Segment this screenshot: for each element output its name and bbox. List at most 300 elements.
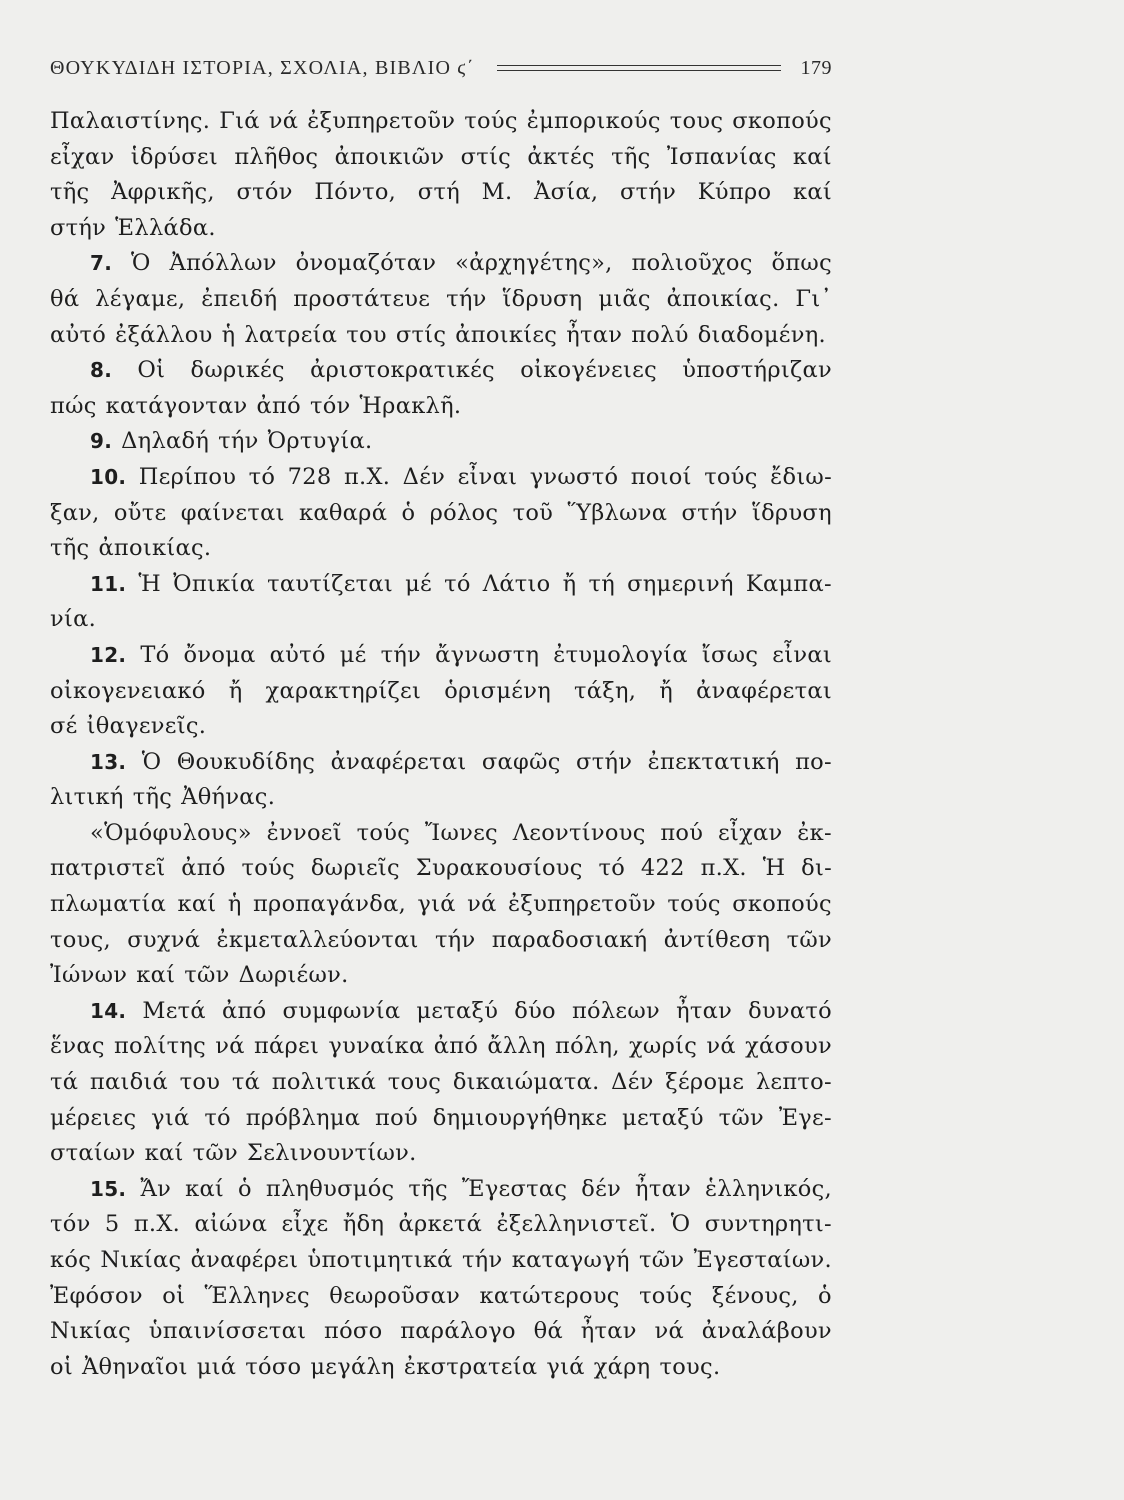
word: Ὕβλωνα [567, 499, 668, 526]
word: ἀκτές [527, 143, 595, 170]
text-line [50, 1065, 832, 1101]
word: θά [533, 1318, 563, 1345]
word: τά [50, 1069, 79, 1096]
word: σταίων [50, 1140, 136, 1167]
word: Καμπα- [745, 570, 832, 597]
word: Νικίας [100, 1247, 182, 1273]
word: ὁ [401, 499, 416, 526]
word: ἀναφέρεται [696, 677, 832, 704]
word: προπαγάνδα, [252, 891, 407, 918]
word: παιδιά [89, 1069, 169, 1096]
word: νά [467, 891, 497, 918]
text-line [50, 1279, 832, 1315]
word: οἱ [162, 1282, 186, 1309]
word: αἰώνα [194, 1211, 268, 1238]
word: τους [669, 108, 724, 134]
word: μέ [405, 570, 433, 597]
word: εἶχαν [718, 819, 783, 846]
note-line [50, 1172, 832, 1208]
word: στήν [681, 499, 738, 526]
word: τήν [446, 285, 487, 312]
word: σκοπούς [732, 891, 832, 918]
word: ἀναφέρει [190, 1247, 299, 1273]
word: κατάγονταν [105, 392, 248, 419]
word: γυναίκα [328, 1033, 425, 1060]
word: μιᾶς [598, 285, 651, 312]
word: ξένους, [711, 1282, 799, 1309]
word: δημιουργήθηκε [432, 1104, 608, 1131]
word: ἤδη [342, 1211, 385, 1238]
word: ἐπεκτατική [647, 748, 780, 775]
word: στήν [50, 214, 107, 241]
word: ὑποτιμητικά [307, 1247, 453, 1273]
word: οὔτε [113, 499, 167, 526]
word: τό [444, 570, 471, 597]
word: καταγωγή [511, 1247, 630, 1273]
word: ἰθαγενεῖς. [86, 713, 207, 740]
word: Ἀπόλλων [169, 250, 277, 277]
word: καί [136, 962, 176, 989]
word: εἶχαν [50, 143, 115, 170]
word: ρόλος [429, 499, 499, 526]
note-number: 15. [90, 1176, 127, 1201]
note-line [50, 567, 832, 603]
word: τήν [461, 1247, 503, 1273]
word: λεπτο- [755, 1069, 832, 1096]
word: καί [792, 143, 832, 170]
word: Δωριέων. [238, 962, 349, 989]
word: γνωστό [529, 463, 619, 490]
note-line [50, 638, 832, 674]
word: νά [215, 1033, 245, 1060]
word: «ἀρχηγέτης», [455, 250, 613, 277]
word: συντηρητι- [704, 1211, 832, 1238]
note-line [50, 994, 832, 1030]
word: ἤ [562, 570, 577, 597]
note-line [50, 246, 832, 282]
word: Ἔγεστας [461, 1175, 568, 1202]
word: Ἄν [140, 1175, 172, 1202]
word: Μ. [481, 179, 513, 206]
word: Ὀρτυγία. [267, 428, 373, 455]
word: Ἐφόσον [50, 1282, 143, 1309]
word: Ὀπικία [173, 570, 256, 597]
word: παραδοσιακή [491, 926, 648, 953]
word: Ὁ [670, 1211, 691, 1238]
word: ἐκστρατεία [403, 1353, 538, 1380]
word: Ὁ [141, 748, 162, 775]
text-line [50, 1314, 832, 1350]
text-line [50, 887, 832, 923]
text-line [50, 1350, 832, 1386]
word: Κύπρο [697, 179, 772, 206]
word: 728 [287, 463, 332, 490]
word: ἀποικίας. [98, 535, 212, 562]
word: ἑλληνικός, [705, 1175, 832, 1202]
word: δυνατό [748, 997, 832, 1024]
word: ἀπό [256, 392, 301, 419]
word: χάσουν [745, 1033, 832, 1060]
word: λιτική [50, 784, 124, 811]
word: ἦταν [676, 997, 733, 1024]
word: τῆς [50, 179, 90, 206]
word: ἀρκετά [398, 1211, 483, 1238]
word: καθαρά [298, 499, 388, 526]
word: νία. [50, 606, 97, 633]
word: χαρακτηρίζει [265, 677, 422, 704]
text-line [50, 496, 832, 532]
word: Ἡ [762, 855, 786, 882]
word: ὑπαινίσσεται [148, 1318, 307, 1345]
word: ἤ [659, 677, 674, 704]
word: 422 [640, 855, 685, 882]
word: ἐννοεῖ [266, 819, 342, 846]
word: γιά [151, 1104, 190, 1131]
word: νά [654, 1318, 684, 1345]
word: τόσο [245, 1353, 302, 1380]
word: πού [660, 819, 704, 846]
word: δι- [801, 855, 832, 882]
word: ἀπό [221, 997, 267, 1024]
word: Γιά [219, 108, 260, 134]
word: Ἀθήνας. [181, 784, 276, 811]
word: πρόβλημα [245, 1104, 361, 1131]
word: τήν [380, 641, 422, 668]
word: πολιοῦχος [631, 250, 753, 277]
word: π.Χ. [343, 463, 391, 490]
word: τά [231, 1069, 261, 1096]
word: Ἀσία, [534, 179, 599, 206]
word: τούς [241, 855, 296, 882]
word: τους [387, 1069, 442, 1096]
word: Θουκυδίδης [176, 748, 316, 775]
word: δικαιώματα. [452, 1069, 600, 1096]
word: πλῆθος [234, 143, 319, 170]
word: πόσο [323, 1318, 383, 1345]
word: ἀποικίες [455, 321, 558, 348]
running-title: ΘΟΥΚΥΔΙΔΗ ΙΣΤΟΡΙΑ, ΣΧΟΛΙΑ, ΒΙΒΛΙΟ ϛ΄ [50, 56, 475, 79]
word: του [179, 1069, 221, 1096]
word: καί [177, 891, 217, 918]
word: οἱ [50, 1353, 73, 1380]
word: Ἐγεσταίων. [693, 1247, 832, 1273]
word: μεγάλη [310, 1353, 395, 1380]
text-line [50, 282, 832, 318]
word: μέ [339, 641, 367, 668]
word: στή [417, 179, 460, 206]
word: κατώτερους [479, 1282, 620, 1309]
word: τους. [659, 1353, 721, 1380]
word: τό [598, 855, 626, 882]
word: σέ [50, 713, 78, 740]
word: ἐμπορικούς [526, 108, 661, 134]
word: τους, [50, 926, 111, 953]
word: προστάτευε [293, 285, 431, 312]
word: Ἑλλάδα. [115, 214, 216, 241]
word: πόλεων [571, 997, 661, 1024]
word: γιά [417, 891, 456, 918]
word: ἵδρυση [502, 285, 583, 312]
word: Συρακουσίους [415, 855, 583, 882]
word: Λάτιο [482, 570, 551, 597]
word: τήν [218, 428, 259, 455]
word: τούς [356, 819, 411, 846]
word: Ἰσπανίας [666, 143, 777, 170]
word: πλωματία [50, 891, 167, 918]
word: τοῦ [512, 499, 554, 526]
word: Ἡρακλῆ. [359, 392, 462, 419]
word: θά [50, 285, 80, 312]
word: τῶν [718, 1104, 765, 1131]
word: τάξη, [574, 677, 637, 704]
word: τήν [434, 926, 476, 953]
word: ὁρισμένη [444, 677, 551, 704]
text-line [50, 211, 832, 247]
word: ἡ [227, 891, 242, 918]
word: Λεοντίνους [512, 819, 646, 846]
word: μέρειες [50, 1104, 137, 1131]
word: στήν [619, 179, 677, 206]
word: Δέν [402, 463, 446, 490]
word: Σελινουντίων. [247, 1140, 417, 1167]
note-number: 9. [90, 429, 113, 454]
word: πολύ [631, 321, 689, 348]
word: Νικίας [50, 1318, 131, 1345]
word: τόν [50, 1211, 91, 1238]
word: ἱδρύσει [130, 143, 219, 170]
word: πάρει [253, 1033, 320, 1060]
text-line [50, 140, 832, 176]
word: ὑποστήριζαν [682, 357, 832, 384]
word: πού [375, 1104, 418, 1131]
word: «Ὁμόφυλους» [90, 819, 252, 846]
word: νά [268, 108, 299, 134]
word: συχνά [127, 926, 201, 953]
word: νά [706, 1033, 736, 1060]
text-line [50, 389, 832, 425]
word: Γι᾿ [795, 285, 832, 312]
word: θεωροῦσαν [329, 1282, 461, 1309]
word: Περίπου [138, 463, 237, 490]
text-line [50, 816, 832, 852]
text-line [50, 780, 832, 816]
word: ἵδρυση [751, 499, 832, 526]
word: παράλογο [400, 1318, 516, 1345]
word: ἐκ- [797, 819, 832, 846]
word: Τό [140, 641, 170, 668]
word: οἰκογενειακό [50, 677, 206, 704]
word: ὄνομα [183, 641, 256, 668]
note-number: 7. [90, 251, 113, 276]
word: γιά [546, 1353, 585, 1380]
word: του [346, 321, 387, 348]
word: Οἱ [137, 357, 166, 384]
word: δωρικές [190, 357, 285, 384]
word: ὁ [818, 1282, 832, 1309]
note-number: 11. [90, 571, 127, 596]
word: Δέν [611, 1069, 654, 1096]
word: συμφωνία [282, 997, 401, 1024]
word: ἀποικιῶν [334, 143, 445, 170]
word: καί [144, 1140, 184, 1167]
word: ὁ [238, 1175, 252, 1202]
word: ἐτυμολογία [553, 641, 688, 668]
word: Ἡ [138, 570, 162, 597]
text-line [50, 1136, 832, 1172]
word: ἐξάλλου [115, 321, 213, 348]
word: διαδομένη. [697, 321, 826, 348]
word: ἤ [228, 677, 243, 704]
note-line [50, 745, 832, 781]
word: Ἀθηναῖοι [81, 1353, 188, 1380]
text-line [50, 318, 832, 354]
word: πληθυσμός [265, 1175, 395, 1202]
word: πολιτικά [271, 1069, 377, 1096]
word: ταυτίζεται [267, 570, 394, 597]
word: σημερινή [627, 570, 734, 597]
word: ἐξελληνιστεῖ. [496, 1211, 657, 1238]
word: δύο [514, 997, 556, 1024]
word: Ἰώνων [50, 962, 128, 989]
word: μιά [196, 1353, 237, 1380]
word: πώς [50, 392, 97, 419]
text-line [50, 104, 832, 140]
header-rule [497, 65, 781, 71]
word: ἐπειδή [201, 285, 278, 312]
word: κός [50, 1247, 92, 1273]
word: πολίτης [113, 1033, 207, 1060]
word: χάρη [593, 1353, 651, 1380]
note-line [50, 424, 832, 460]
word: τό [204, 1104, 231, 1131]
word: σκοπούς [732, 108, 832, 134]
word: ἀναλάβουν [701, 1318, 832, 1345]
word: ξέρομε [665, 1069, 745, 1096]
word: αὐτό [50, 321, 107, 348]
word: τῆς [50, 535, 90, 562]
text-line [50, 709, 832, 745]
word: ὀνομαζόταν [295, 250, 437, 277]
word: π.Χ. [700, 855, 747, 882]
page-number: 179 [800, 56, 832, 79]
word: ἐκμεταλλεύονται [216, 926, 419, 953]
word: ἴσως [701, 641, 759, 668]
note-number: 14. [90, 998, 127, 1023]
word: Πόντο, [314, 179, 397, 206]
word: τῶν [184, 962, 230, 989]
word: λατρεία [244, 321, 338, 348]
word: ἄγνωστη [435, 641, 540, 668]
commentary-text [50, 104, 832, 1385]
text-line [50, 674, 832, 710]
text-line [50, 1207, 832, 1243]
word: ἐξυπηρετοῦν [508, 891, 656, 918]
word: ἡ [221, 321, 236, 348]
word: οἰκογένειες [520, 357, 657, 384]
word: Μετά [142, 997, 206, 1024]
word: τῆς [611, 143, 651, 170]
word: 5 [104, 1211, 120, 1238]
word: ἐξυπηρετοῦν [307, 108, 456, 134]
word: ἀριστοκρατικές [310, 357, 495, 384]
word: τούς [704, 463, 758, 490]
note-line [50, 460, 832, 496]
word: μεταξύ [416, 997, 499, 1024]
word: εἶναι [457, 463, 518, 490]
word: ἔδιω- [770, 463, 832, 490]
word: ἦταν [580, 1318, 637, 1345]
word: τῶν [638, 1247, 685, 1273]
word: ποιοί [630, 463, 692, 490]
word: τούς [639, 1282, 693, 1309]
word: ἀντίθεση [663, 926, 771, 953]
text-line [50, 1029, 832, 1065]
note-number: 12. [90, 642, 127, 667]
word: πόλη, [555, 1033, 620, 1060]
word: τόν [309, 392, 351, 419]
word: Ἴωνες [424, 819, 498, 846]
word: τή [588, 570, 615, 597]
word: δέν [581, 1175, 622, 1202]
word: στήν [576, 748, 633, 775]
text-line [50, 958, 832, 994]
text-line [50, 175, 832, 211]
word: μεταξύ [622, 1104, 704, 1131]
note-line [50, 353, 832, 389]
note-number: 10. [90, 464, 127, 489]
word: Παλαιστίνης. [50, 108, 211, 134]
running-header [50, 52, 832, 84]
word: ἀπό [181, 855, 226, 882]
word: Ἐγε- [778, 1104, 832, 1131]
word: στόν [236, 179, 293, 206]
word: εἶναι [772, 641, 832, 668]
word: ἀπό [433, 1033, 479, 1060]
word: πο- [795, 748, 832, 775]
word: τῆς [132, 784, 173, 811]
word: τούς [464, 108, 518, 134]
word: τό [248, 463, 276, 490]
word: τούς [667, 891, 721, 918]
text-line [50, 1243, 832, 1279]
word: σαφῶς [481, 748, 561, 775]
word: ἀναφέρεται [330, 748, 467, 775]
word: στίς [460, 143, 512, 170]
text-line [50, 1101, 832, 1137]
note-number: 13. [90, 749, 127, 774]
word: ἕνας [50, 1033, 105, 1060]
word: τῆς [408, 1175, 448, 1202]
text-line [50, 531, 832, 567]
word: ἄλλη [487, 1033, 546, 1060]
word: ὅπως [771, 250, 832, 277]
word: χωρίς [629, 1033, 698, 1060]
text-line [50, 923, 832, 959]
word: αὐτό [269, 641, 326, 668]
word: Ὁ [131, 250, 151, 277]
text-line [50, 602, 832, 638]
word: καί [792, 179, 832, 206]
word: Δηλαδή [121, 428, 210, 455]
word: πατριστεῖ [50, 855, 166, 882]
word: λέγαμε, [95, 285, 186, 312]
word: Ἀφρικῆς, [111, 179, 215, 206]
word: τῶν [786, 926, 832, 953]
word: καί [185, 1175, 225, 1202]
word: τῶν [192, 1140, 239, 1167]
word: ἦταν [635, 1175, 692, 1202]
word: στίς [395, 321, 447, 348]
